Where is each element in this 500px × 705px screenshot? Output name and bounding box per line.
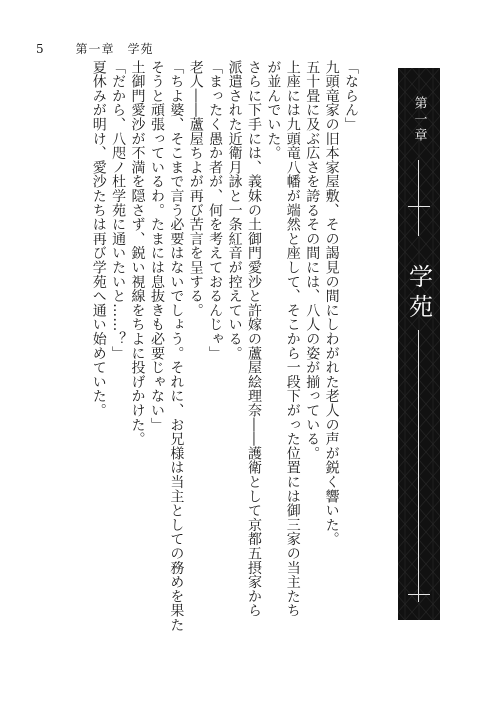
paragraph: 派遣された近衛月詠と一条紅音が控えている。 (226, 60, 243, 361)
panel-divider-top (418, 160, 419, 236)
paragraph: 土御門愛沙が不満を隠さず、鋭い視線をちよに投げかけた。 (129, 60, 146, 447)
chapter-panel (398, 68, 440, 620)
paragraph: 「ならん」 (343, 60, 359, 132)
chapter-title: 学苑 (404, 264, 433, 324)
paragraph: 「だから、八咫ノ杜学苑に通いたいと……？」 (110, 60, 127, 361)
body-text (48, 60, 360, 650)
paragraph: さらに下手には、義妹の土御門愛沙と許嫁の蘆屋絵理奈――護衛として京都五摂家から (245, 60, 262, 618)
panel-divider-bottom (418, 330, 419, 602)
paragraph: 五十畳に及ぶ広さを誇るその間には、八人の姿が揃っている。 (304, 60, 321, 461)
chapter-label: 第一章 (411, 96, 427, 144)
running-header (36, 40, 153, 57)
running-title: 第一章 学苑 (75, 42, 154, 56)
paragraph: 老人――蘆屋ちよが再び苦言を呈する。 (187, 60, 204, 318)
paragraph: 夏休みが明け、愛沙たちは再び学苑へ通い始めていた。 (90, 60, 107, 418)
panel-cross-top (408, 206, 430, 207)
paragraph: が並んでいた。 (265, 60, 282, 161)
panel-pattern (398, 68, 440, 620)
paragraph: 上座には九頭竜八幡が端然と座して、そこから一段下がった位置には御三家の当主たち (284, 60, 301, 618)
paragraph: そうと頑張っているわ。たまには息抜きも必要じゃない」 (148, 60, 165, 432)
paragraph: 九頭竜家の旧本家屋敷、その謁見の間にしわがれた老人の声が鋭く響いた。 (323, 60, 340, 547)
paragraph: 「ちよ婆、そこまで言う必要はないでしょう。それに、お兄様は当主としての務めを果た (168, 60, 185, 632)
page-number: 5 (36, 42, 45, 56)
paragraph: 「まったく愚か者が、何を考えておるんじゃ」 (207, 60, 224, 361)
panel-cross-bottom (408, 594, 430, 595)
